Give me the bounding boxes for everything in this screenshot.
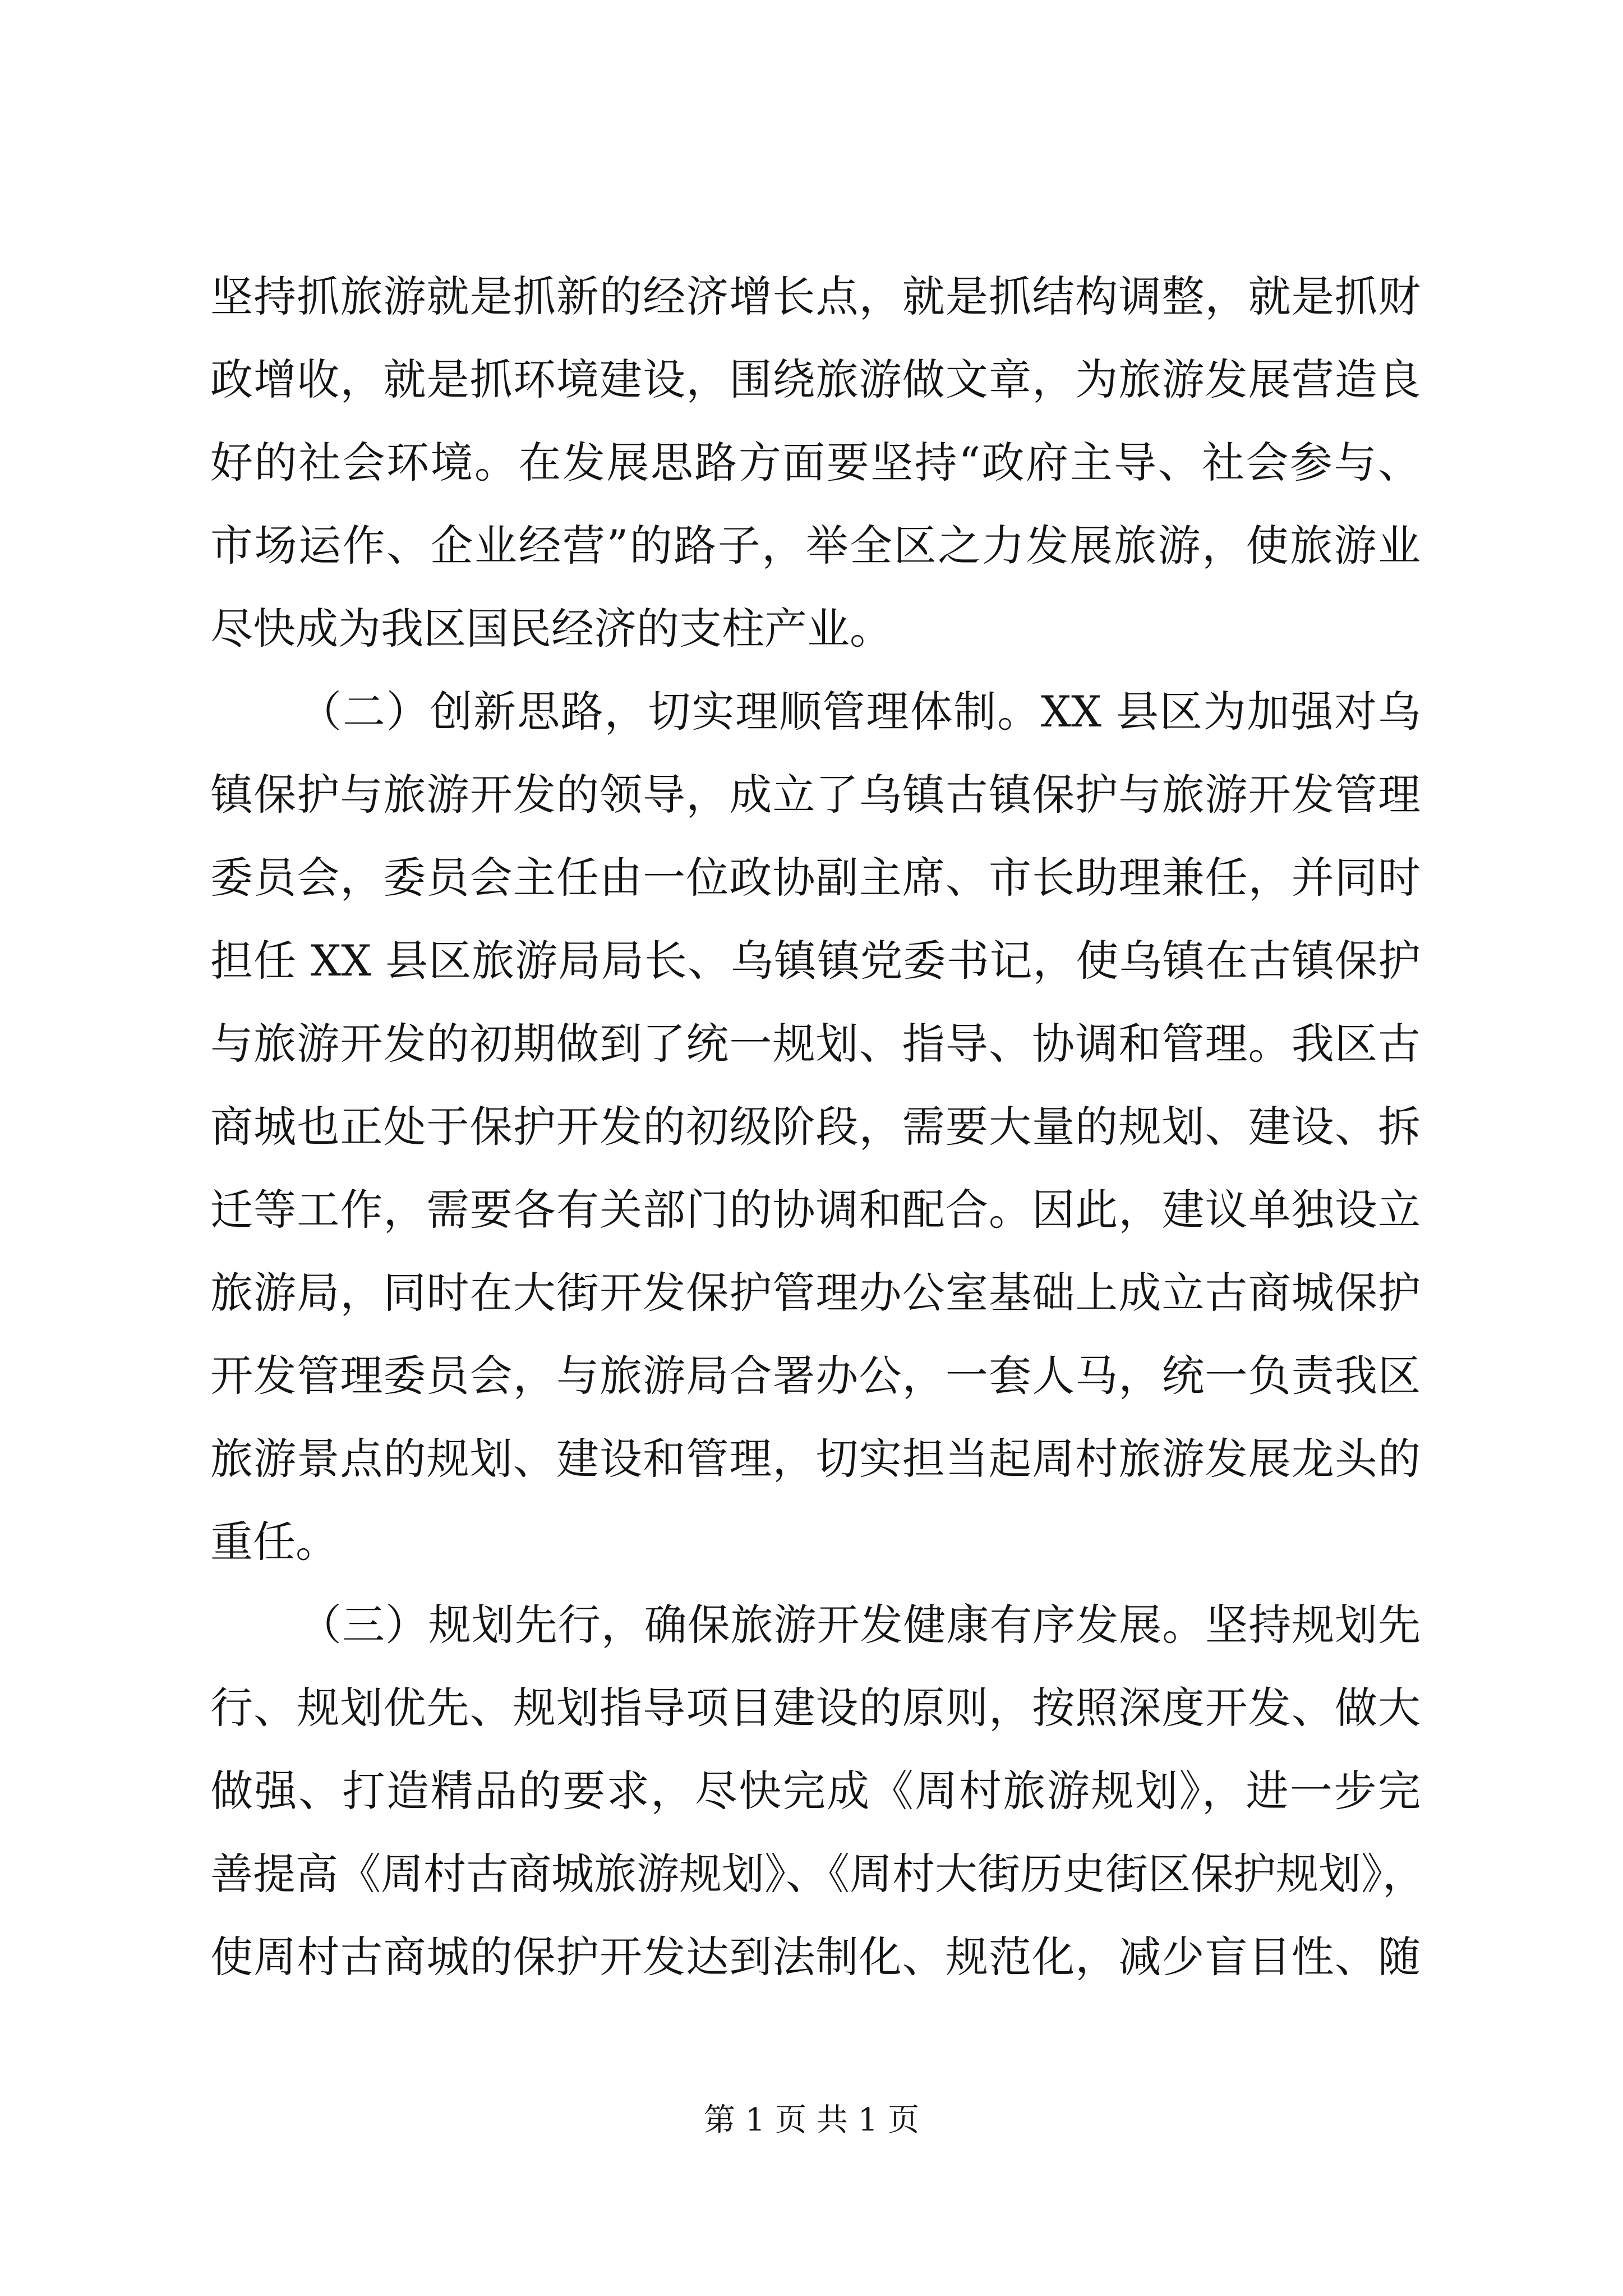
text-line: 行、规划优先、规划指导项目建设的原则，按照深度开发、做大: [210, 1683, 1421, 1733]
text-line: 使周村古商城的保护开发达到法制化、规范化，减少盲目性、随: [210, 1932, 1421, 1982]
text-line: 镇保护与旅游开发的领导，成立了乌镇古镇保护与旅游开发管理: [210, 770, 1421, 820]
paragraph-heading-line: （二）创新思路，切实理顺管理体制。XX 县区为加强对乌: [299, 687, 1421, 737]
page-indicator: 第 1 页 共 1 页: [703, 2102, 920, 2138]
text-line: 迁等工作，需要各有关部门的协调和配合。因此，建议单独设立: [210, 1185, 1421, 1235]
text-line: 与旅游开发的初期做到了统一规划、指导、协调和管理。我区古: [210, 1019, 1421, 1069]
text-line: 坚持抓旅游就是抓新的经济增长点，就是抓结构调整，就是抓财: [210, 272, 1421, 321]
text-line: 旅游局，同时在大街开发保护管理办公室基础上成立古商城保护: [210, 1268, 1421, 1318]
text-line: 善提高《周村古商城旅游规划》、《周村大街历史街区保护规划》，: [210, 1849, 1425, 1899]
paragraph-heading-line: （三）规划先行，确保旅游开发健康有序发展。坚持规划先: [299, 1600, 1421, 1650]
text-line: 旅游景点的规划、建设和管理，切实担当起周村旅游发展龙头的: [210, 1434, 1421, 1484]
text-line: 做强、打造精品的要求，尽快完成《周村旅游规划》，进一步完: [210, 1766, 1421, 1816]
text-line: 担任 XX 县区旅游局局长、乌镇镇党委书记，使乌镇在古镇保护: [210, 936, 1421, 986]
text-line: 重任。: [210, 1517, 338, 1567]
text-line: 市场运作、企业经营”的路子，举全区之力发展旅游，使旅游业: [210, 521, 1421, 570]
text-line: 开发管理委员会，与旅游局合署办公，一套人马，统一负责我区: [210, 1351, 1421, 1401]
page-footer: [0, 2098, 1623, 2143]
text-line: 委员会，委员会主任由一位政协副主席、市长助理兼任，并同时: [210, 853, 1421, 903]
text-line: 政增收，就是抓环境建设，围绕旅游做文章，为旅游发展营造良: [210, 355, 1421, 404]
text-line: 商城也正处于保护开发的初级阶段，需要大量的规划、建设、拆: [210, 1102, 1421, 1152]
text-line: 尽快成为我区国民经济的支柱产业。: [210, 604, 892, 654]
text-line: 好的社会环境。在发展思路方面要坚持“政府主导、社会参与、: [210, 438, 1421, 487]
